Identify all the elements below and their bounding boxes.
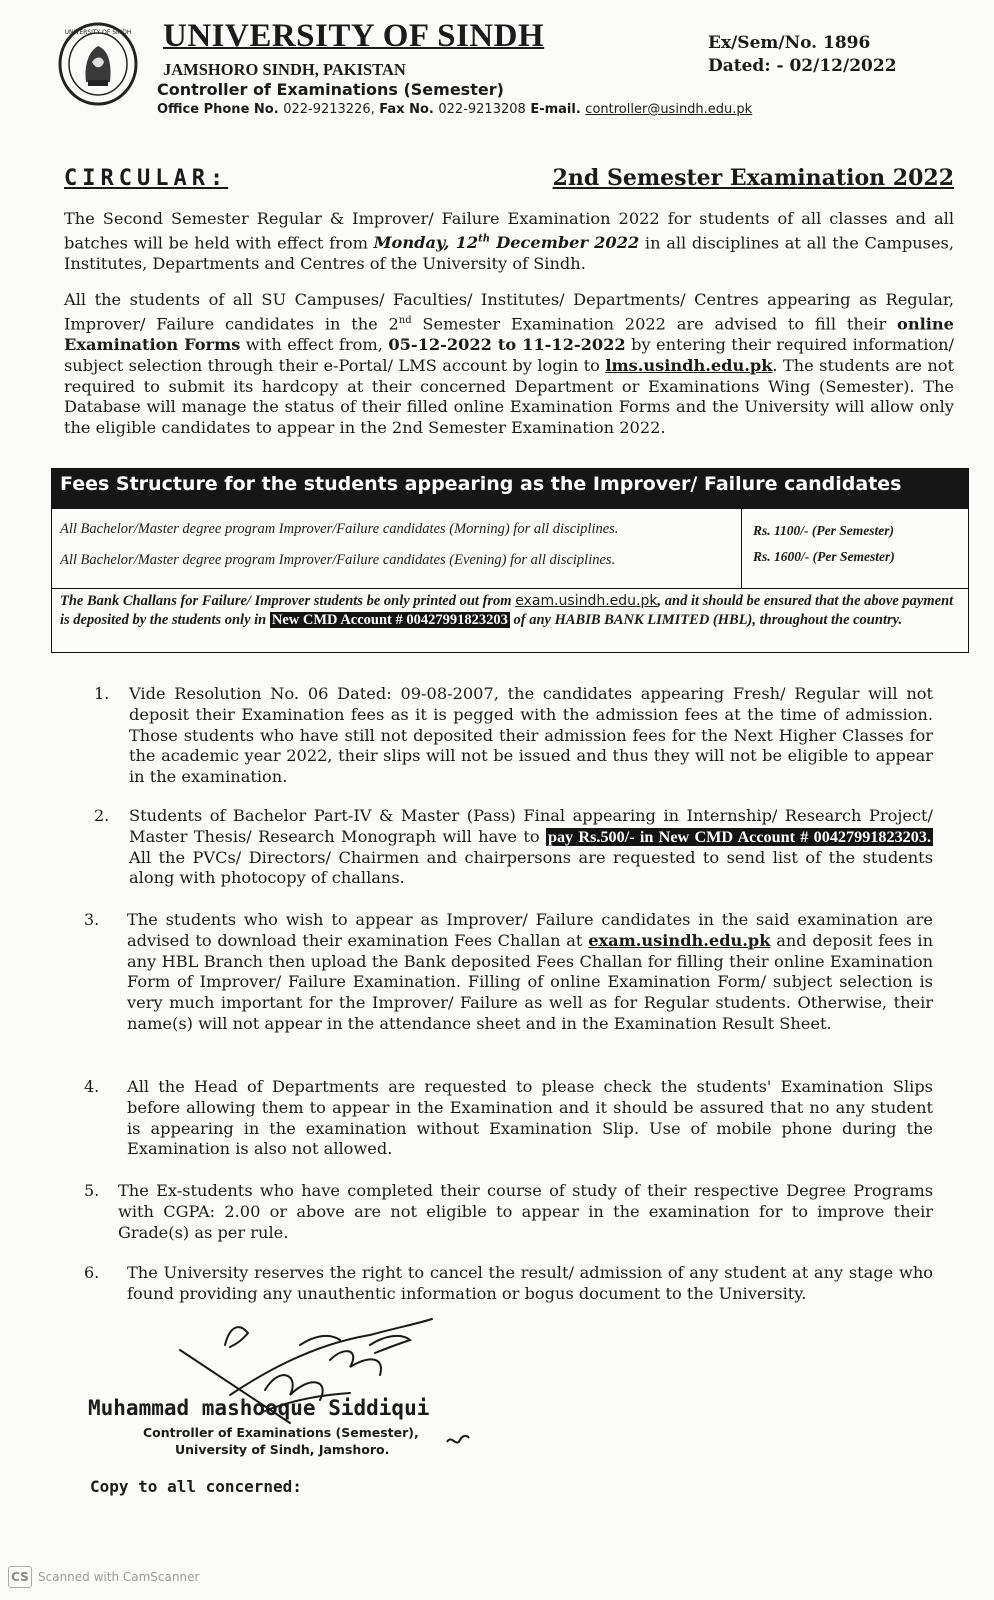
fees-table-body xyxy=(52,509,968,589)
paragraph-online-forms: All the students of all SU Campuses/ Faculties/ Institutes/ Departments/ Centres appearing as Regular, Improver/ Failure candidates in the 2nd Semester Examination 2022 are advised to fill their online Examination Forms with effect from, 05-12-2022 to 11-12-2022 by entering their required information/ subject selection through their e-Portal/ LMS account by login to lms.usindh.edu.pk. The students are not required to submit its hardcopy at their concerned Department or Examinations Wing (Semester). The Database will manage the status of their filled online Examination Forms and the University will allow only the eligible candidates to appear in the 2nd Semester Examination 2022. xyxy=(64,290,954,438)
university-location: JAMSHORO SINDH, PAKISTAN xyxy=(163,60,406,79)
signatory-institution: University of Sindh, Jamshoro. xyxy=(175,1442,390,1457)
university-seal-icon xyxy=(58,22,138,106)
email-link[interactable]: controller@usindh.edu.pk xyxy=(585,102,753,117)
bank-challan-note: The Bank Challans for Failure/ Improver students be only printed out from exam.usindh.edu.pk, and it should be ensured that the above payment is deposited by the students only in New CMD Account # 00427991823203 of any HABIB BANK LIMITED (HBL), throughout the country. xyxy=(60,593,954,628)
exam-title: 2nd Semester Examination 2022 xyxy=(552,165,954,191)
copy-to-line: Copy to all concerned: xyxy=(90,1477,302,1496)
fee-row-evening-amount: Rs. 1600/- (Per Semester) xyxy=(753,549,895,564)
signatory-name: Muhammad mashooque Siddiqui xyxy=(88,1396,430,1420)
phone-number: 022-9213226, xyxy=(283,102,375,117)
initials-mark xyxy=(444,1430,472,1452)
reference-number: Ex/Sem/No. 1896 xyxy=(708,33,871,53)
university-name: UNIVERSITY OF SINDH xyxy=(163,18,545,54)
fee-row-morning-amount: Rs. 1100/- (Per Semester) xyxy=(753,523,894,538)
office-name: Controller of Examinations (Semester) xyxy=(157,80,504,99)
signatory-title: Controller of Examinations (Semester), xyxy=(143,1425,419,1440)
list-item: The Ex-students who have completed their course of study of their respective Degree Programs with CGPA: 2.00 or above are not eligible to appear in the examination for to improve their Grade(s) as per rule. xyxy=(118,1181,933,1242)
fax-number: 022-9213208 xyxy=(438,102,526,117)
fee-row-evening-desc: All Bachelor/Master degree program Improver/Failure candidates (Evening) for all disciplines. xyxy=(60,552,616,568)
fees-structure-table xyxy=(51,468,969,653)
camscanner-logo-icon: CS xyxy=(8,1566,32,1588)
circular-label: CIRCULAR: xyxy=(64,166,229,191)
para1-text-a: The Second Semester Regular & Improver/ Failure Examination 2022 for students of all classes and all batches will be held with effect from xyxy=(64,209,954,253)
fax-label: Fax No. xyxy=(379,102,434,117)
list-item: Vide Resolution No. 06 Dated: 09-08-2007, the candidates appearing Fresh/ Regular will not deposit their Examination fees as it is pegged with the admission fees at the time of admission. Those students who have still not deposited their admission fees for the Next Higher Classes for the academic year 2022, their slips will not be issued and thus they will not be eligible to appear in the examination. xyxy=(129,684,933,787)
list-item: All the Head of Departments are requested to please check the students' Examination Slips before allowing them to appear in the Examination and it should be assured that no any student is appearing in the examination without Examination Slip. Use of mobile phone during the Examination is also not allowed. xyxy=(127,1077,933,1159)
cmd-account-highlight: New CMD Account # 00427991823203 xyxy=(271,612,508,628)
exam-portal-link[interactable]: exam.usindh.edu.pk xyxy=(588,930,771,950)
item-number: 6. xyxy=(84,1263,100,1282)
lms-link[interactable]: lms.usindh.edu.pk xyxy=(605,355,773,375)
fee-row-morning-desc: All Bachelor/Master degree program Improver/Failure candidates (Morning) for all disciplines. xyxy=(60,521,619,537)
para1-text-b: in all disciplines at all the Campuses, Institutes, Departments and Centres of the University of Sindh. xyxy=(64,233,954,273)
scanner-text: Scanned with CamScanner xyxy=(38,1570,200,1584)
phone-label: Office Phone No. xyxy=(157,102,279,117)
online-forms-emphasis: online Examination Forms xyxy=(64,314,954,354)
contact-line xyxy=(157,102,752,117)
item-number: 4. xyxy=(84,1077,100,1096)
circular-date: Dated: - 02/12/2022 xyxy=(708,56,897,76)
item-number: 3. xyxy=(84,910,100,929)
list-item: The University reserves the right to cancel the result/ admission of any student at any stage who found providing any unauthentic information or bogus document to the University. xyxy=(127,1263,933,1303)
form-dates: 05-12-2022 to 11-12-2022 xyxy=(388,334,626,354)
cmd-account-payment-highlight: pay Rs.500/- in New CMD Account # 00427991823203. xyxy=(547,827,932,846)
list-item: The students who wish to appear as Improver/ Failure candidates in the said examination are advised to download their examination Fees Challan at exam.usindh.edu.pk and deposit fees in any HBL Branch then upload the Bank deposited Fees Challan for filling their online Examination Form of Improver/ Failure Examination. Filling of online Examination Form/ subject selection is very much important for the Improver/ Failure as well as for Regular students. Otherwise, their name(s) will not appear in the attendance sheet and in the Examination Result Sheet. xyxy=(127,910,933,1033)
item-number: 2. xyxy=(94,806,110,825)
email-label: E-mail. xyxy=(530,102,581,117)
table-divider xyxy=(741,509,742,588)
exam-start-date: Monday, 12th December 2022 xyxy=(373,233,640,253)
scanner-watermark xyxy=(8,1566,199,1588)
exam-portal-link[interactable]: exam.usindh.edu.pk xyxy=(515,593,658,609)
seal-lettering: UNIVERSITY OF SINDH xyxy=(64,29,132,36)
item-number: 1. xyxy=(94,684,110,703)
list-item: Students of Bachelor Part-IV & Master (Pass) Final appearing in Internship/ Research Project/ Master Thesis/ Research Monograph will have to pay Rs.500/- in New CMD Account # 00427991823203. All the PVCs/ Directors/ Chairmen and chairpersons are requested to send list of the students along with photocopy of challans. xyxy=(129,806,933,888)
fees-table-heading: Fees Structure for the students appearing as the Improver/ Failure candidates xyxy=(52,469,968,509)
item-number: 5. xyxy=(84,1181,100,1200)
paragraph-intro xyxy=(64,209,954,275)
